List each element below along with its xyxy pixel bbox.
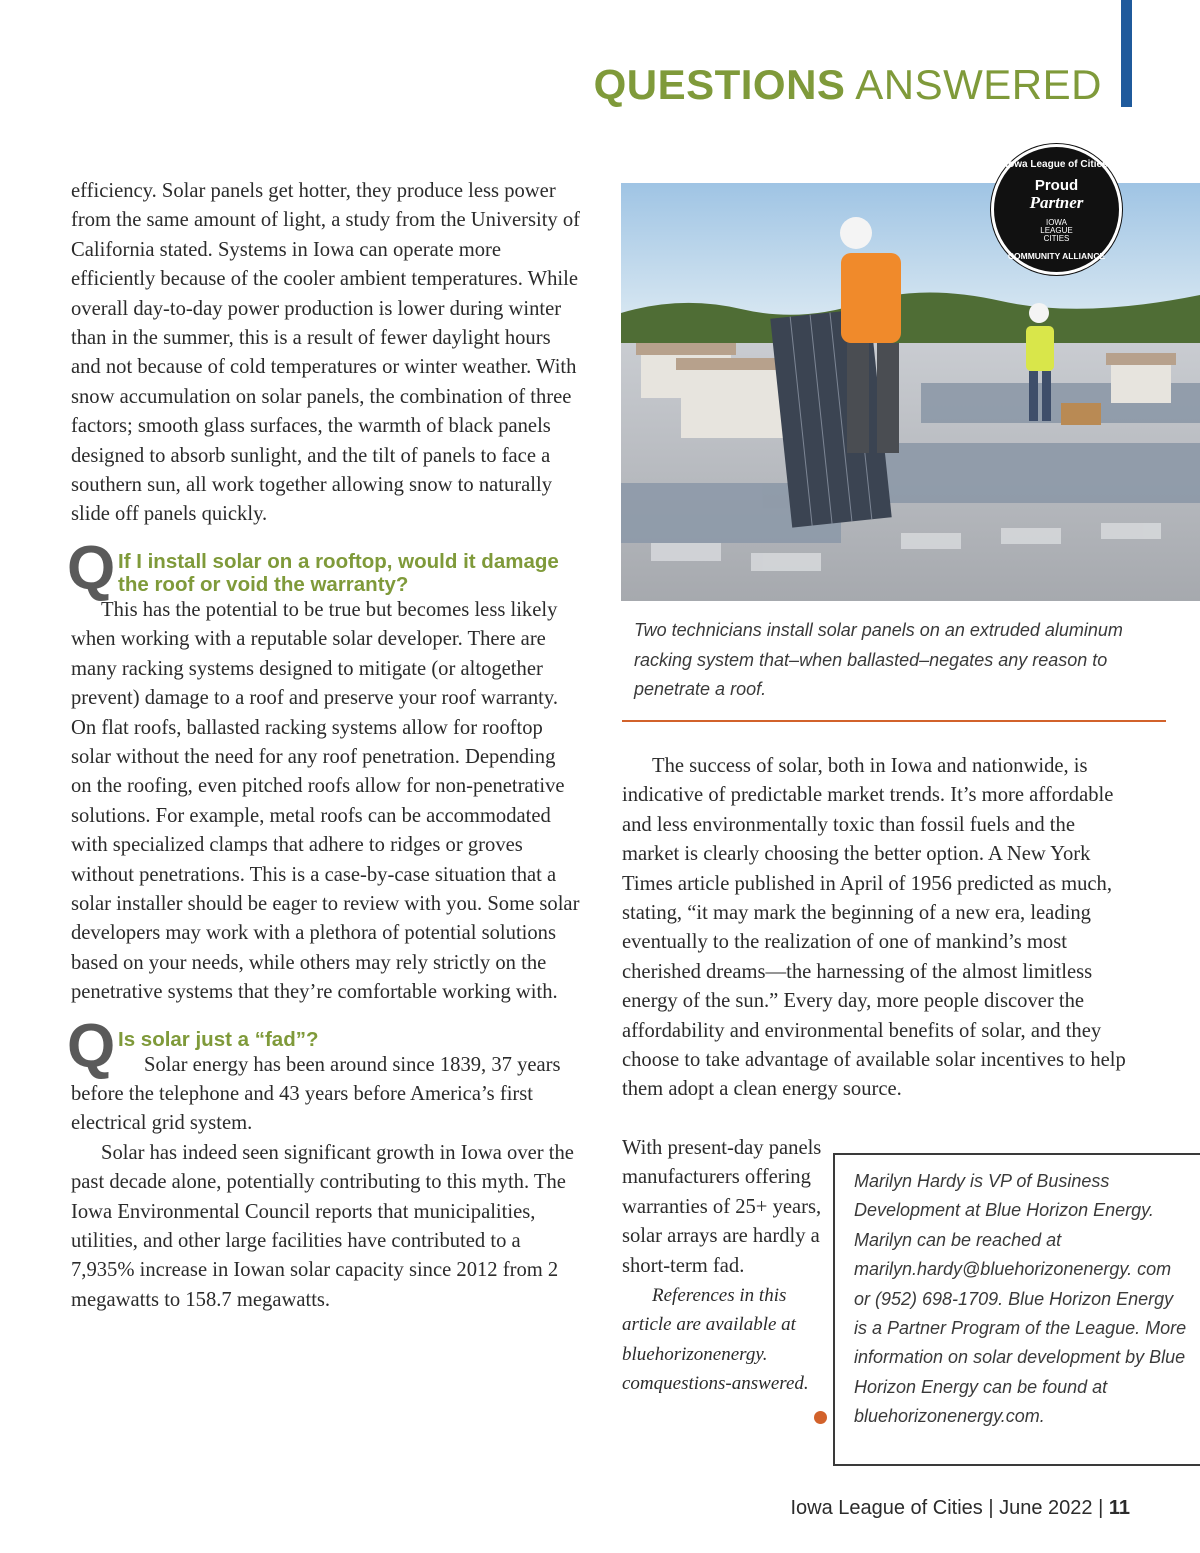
footer-publication: Iowa League of Cities | June 2022 |	[790, 1497, 1104, 1519]
question-1	[67, 533, 581, 1008]
references-text: References in this article are available at bluehorizonenergy. comquestions-answered.	[622, 1285, 809, 1395]
question-2-answer-1: Solar energy has been around since 1839, 37 years before the telephone and 43 years before America’s first electrical grid system.	[71, 1053, 561, 1135]
question-1-title: If I install solar on a rooftop, would it damage the roof or void the warranty?	[118, 549, 559, 596]
badge-bottom-text: COMMUNITY ALLIANCE	[1007, 251, 1106, 261]
badge-logo	[994, 219, 1119, 243]
question-2-answer-2: Solar has indeed seen significant growth in Iowa over the past decade alone, potentially contributing to this myth. The Iowa Environmental Council reports that municipalities, utilities, and other large facilities have contributed to a 7,935% increase in Iowan solar capacity since 2012 from 2 megawatts to 158.7 megawatts.	[71, 1141, 574, 1311]
question-1-answer: This has the potential to be true but becomes less likely when working with a reputable solar developer. There are many racking systems designed to mitigate (or altogether prevent) damage to a roof and preserve your roof warranty. On flat roofs, ballasted racking systems allow for rooftop solar without the need for any roof penetration. Depending on the roofing, even pitched roofs allow for non-penetrative solutions. For example, metal roofs can be accommodated with specialized clamps that adhere to ridges or groves without penetrations. This is a case-by-case situation that a solar installer should be eager to review with you. Some solar developers may work with a plethora of potential solutions based on your needs, while others may rely strictly on the penetrative systems that they’re comfortable working with.	[71, 598, 580, 1004]
proud-partner-badge	[991, 144, 1122, 275]
page-number: 11	[1108, 1497, 1130, 1519]
references-note	[622, 1281, 828, 1399]
badge-top-text: Iowa League of Cities	[1005, 159, 1108, 170]
q-drop-letter: Q	[67, 533, 116, 603]
badge-logo-line-1: IOWA	[1045, 218, 1068, 227]
author-bio-text: Marilyn Hardy is VP of Business Development at Blue Horizon Energy. Marilyn can be reached at marilyn.hardy@bluehorizonenergy. com or (952) 698-1709. Blue Horizon Energy is a Partner Program of the League. More information on solar development by Blue Horizon Energy can be found at bluehorizonenergy.com.	[854, 1171, 1187, 1427]
end-of-article-dot-icon	[814, 1411, 827, 1424]
header-bold: QUESTIONS	[593, 61, 846, 108]
left-column	[67, 177, 581, 1315]
question-2-title: Is solar just a “fad”?	[118, 1027, 319, 1051]
solar-installation-photo	[621, 183, 1200, 601]
page-footer	[790, 1497, 1130, 1520]
page-header	[593, 61, 1102, 108]
right-paragraph-tail: With present-day panels manufacturers offering warranties of 25+ years, solar arrays are hardly a short-term fad.	[622, 1137, 822, 1277]
right-paragraph: The success of solar, both in Iowa and nationwide, is indicative of predictable market trends. It’s more affordable and less environmentally toxic than fossil fuels and the market is clearly choosing the better option. A New York Times article published in April of 1956 predicted as much, stating, “it may mark the beginning of a new era, leading eventually to the realization of one of mankind’s most cherished dreams—the harnessing of the almost limitless energy of the sun.” Every day, more people discover the affordability and environmental benefits of solar, and they choose to take advantage of available solar incentives to help them adopt a clean energy source.	[622, 755, 1126, 1101]
photo-caption: Two technicians install solar panels on an extruded aluminum racking system that–when ballasted–negates any reason to penetrate a roof.	[634, 620, 1123, 699]
question-2	[67, 1011, 581, 1316]
right-column	[622, 752, 1134, 1105]
badge-logo-line-2: LEAGUE	[1040, 226, 1073, 235]
badge-partner: Partner	[1029, 193, 1084, 212]
header-light: ANSWERED	[855, 61, 1102, 108]
intro-paragraph: efficiency. Solar panels get hotter, they produce less power from the same amount of light, a study from the University of California stated. Systems in Iowa can operate more efficiently because of the cooler ambient temperatures. While overall day-to-day power production is lower during winter than in the summer, this is a result of fewer daylight hours and not because of cold temperatures or winter weather. With snow accumulation on solar panels, the combination of three factors; smooth glass surfaces, the warmth of black panels designed to absorb sunlight, and the tilt of panels to face a southern sun, all work together allowing snow to naturally slide off panels quickly.	[71, 180, 581, 526]
photo-illustration	[621, 183, 1200, 601]
header-accent-bar	[1121, 0, 1132, 107]
right-column-narrow	[622, 1134, 828, 1399]
author-bio-box	[833, 1153, 1200, 1466]
badge-proud: Proud	[1034, 177, 1079, 194]
badge-logo-line-3: CITIES	[1043, 234, 1070, 243]
q-drop-letter: Q	[67, 1011, 116, 1081]
caption-divider	[622, 720, 1166, 722]
